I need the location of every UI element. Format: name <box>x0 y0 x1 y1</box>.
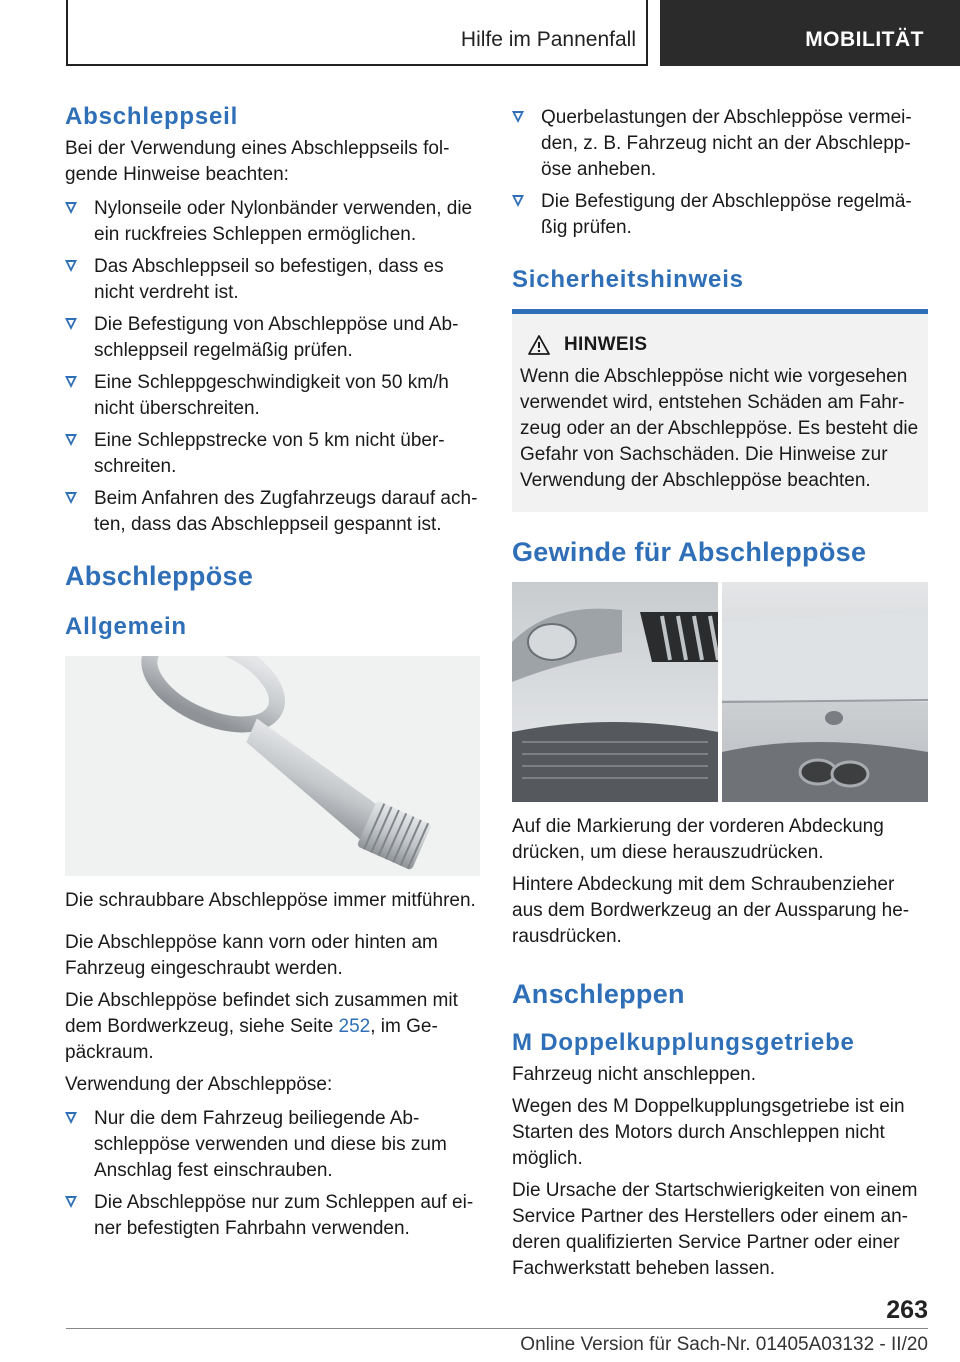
warning-triangle-icon <box>528 335 550 355</box>
list-item-text: Nylonseile oder Nylonbänder verwenden, die ein ruckfreies Schleppen ermöglichen. <box>94 198 473 245</box>
list-item <box>65 196 480 248</box>
list-item <box>65 370 480 422</box>
triangle-bullet-icon <box>65 1196 77 1208</box>
right-column <box>512 100 928 1282</box>
triangle-bullet-icon <box>512 111 524 123</box>
footer-divider <box>66 1328 928 1329</box>
heading-anschleppen: Anschleppen <box>512 979 685 1009</box>
triangle-bullet-icon <box>65 376 77 388</box>
paragraph-befindet-text: Die Abschleppöse befindet sich zusammen mit dem Bordwerkzeug, siehe Seite <box>65 990 458 1037</box>
bumper-covers-illustration <box>512 582 928 802</box>
list-item-text: Die Befestigung von Abschleppöse und Ab-schleppseil regelmäßig prüfen. <box>94 314 459 361</box>
heading-abschleppseil: Abschleppseil <box>65 103 239 130</box>
paragraph-markierung: Auf die Markierung der vorderen Abdeckung drücken, um diese herauszudrücken. <box>512 816 884 863</box>
list-item-text: Beim Anfahren des Zugfahrzeugs darauf ach-ten, dass das Abschleppseil gespannt ist. <box>94 488 478 535</box>
paragraph-ursache: Die Ursache der Startschwierigkeiten von einem Service Partner des Herstellers oder einem an-deren qualifizierten Service Partner oder einer Fachwerkstatt beheben lassen. <box>512 1180 918 1279</box>
list-item <box>65 486 480 538</box>
paragraph-befindet <box>65 988 480 1066</box>
tow-thread-covers-image <box>512 582 928 802</box>
notice-box <box>512 309 928 512</box>
heading-allgemein: Allgemein <box>65 613 187 640</box>
header-chapter-tab <box>660 0 960 66</box>
header-underline <box>66 64 648 66</box>
paragraph-hintere: Hintere Abdeckung mit dem Schraubenzieher aus dem Bordwerkzeug an der Aussparung he-rausdrücken. <box>512 874 910 947</box>
tow-eye-illustration <box>65 656 480 876</box>
page-reference-link[interactable]: 252 <box>338 1016 371 1037</box>
header-section-title: Hilfe im Pannenfall <box>460 28 636 51</box>
triangle-bullet-icon <box>65 1112 77 1124</box>
list-item-text: Die Abschleppöse nur zum Schleppen auf ei-ner befestigten Fahrbahn verwenden. <box>94 1192 474 1239</box>
paragraph-befindet-text-end: , im Ge-päckraum. <box>65 1016 438 1063</box>
oese-bullet-list <box>65 1106 480 1242</box>
list-item <box>65 1106 480 1184</box>
header-divider-left <box>66 0 68 66</box>
list-item <box>65 312 480 364</box>
triangle-bullet-icon <box>65 434 77 446</box>
notice-label: HINWEIS <box>564 334 648 355</box>
paragraph-mitfuehren: Die schraubbare Abschleppöse immer mitführen. <box>65 890 476 911</box>
triangle-bullet-icon <box>512 195 524 207</box>
paragraph-wegen: Wegen des M Doppelkupplungsgetriebe ist ein Starten des Motors durch Anschleppen nicht möglich. <box>512 1096 905 1169</box>
triangle-bullet-icon <box>65 260 77 272</box>
seil-bullet-list <box>65 196 480 538</box>
header-chapter-label: MOBILITÄT <box>805 28 924 51</box>
list-item-text: Das Abschleppseil so befestigen, dass es nicht verdreht ist. <box>94 256 444 303</box>
triangle-bullet-icon <box>65 318 77 330</box>
paragraph-verwendung: Verwendung der Abschleppöse: <box>65 1074 333 1095</box>
list-item-text: Querbelastungen der Abschleppöse vermei-den, z. B. Fahrzeug nicht an der Abschlepp-öse anheben. <box>541 107 912 180</box>
triangle-bullet-icon <box>65 202 77 214</box>
list-item-text: Eine Schleppgeschwindigkeit von 50 km/h nicht überschreiten. <box>94 372 449 419</box>
page-number: 263 <box>886 1296 928 1324</box>
intro-text: Bei der Verwendung eines Abschleppseils fol-gende Hinweise beachten: <box>65 138 450 185</box>
notice-header <box>528 334 920 356</box>
triangle-bullet-icon <box>65 492 77 504</box>
list-item <box>65 1190 480 1242</box>
list-item-text: Eine Schleppstrecke von 5 km nicht über-schreiten. <box>94 430 445 477</box>
list-item <box>65 254 480 306</box>
left-column <box>65 100 480 1242</box>
right-top-bullet-list <box>512 105 928 241</box>
footer-online-version: Online Version für Sach-Nr. 01405A03132 - II/20 <box>520 1334 928 1355</box>
paragraph-vorn-hinten: Die Abschleppöse kann vorn oder hinten am Fahrzeug eingeschraubt werden. <box>65 932 438 979</box>
list-item <box>512 105 928 183</box>
paragraph-nicht-anschleppen: Fahrzeug nicht anschleppen. <box>512 1064 756 1085</box>
list-item <box>65 428 480 480</box>
list-item-text: Nur die dem Fahrzeug beiliegende Ab-schleppöse verwenden und diese bis zum Anschlag fest einschrauben. <box>94 1108 447 1181</box>
header-divider-right <box>646 0 648 66</box>
heading-gewinde: Gewinde für Abschleppöse <box>512 537 867 567</box>
heading-abschleppoese: Abschleppöse <box>65 561 254 591</box>
list-item <box>512 189 928 241</box>
tow-eye-image <box>65 656 480 876</box>
page-header <box>0 0 960 66</box>
heading-doppelkupplung: M Doppelkupplungsgetriebe <box>512 1029 855 1056</box>
notice-text: Wenn die Abschleppöse nicht wie vorgesehen verwendet wird, entstehen Schäden am Fahr-zeug oder an der Abschleppöse. Es besteht die Gefahr von Sachschäden. Die Hinweise zur Verwendung der Abschleppöse beachten. <box>520 366 919 491</box>
list-item-text: Die Befestigung der Abschleppöse regelmä-ßig prüfen. <box>541 191 912 238</box>
heading-sicherheitshinweis: Sicherheitshinweis <box>512 266 744 293</box>
